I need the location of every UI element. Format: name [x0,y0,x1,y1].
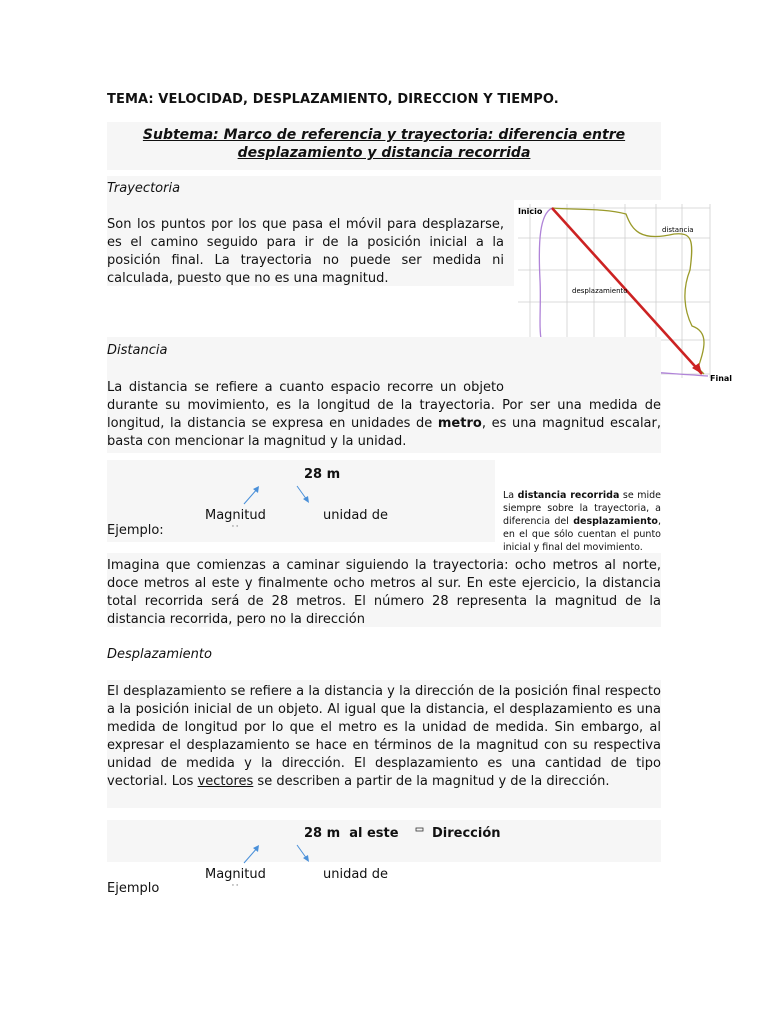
example2-label: Ejemplo [107,881,160,896]
trayectoria-heading: Trayectoria [107,181,181,196]
example1-label: Ejemplo: [107,523,164,538]
distancia-text: La distancia se refiere a cuanto espacio recorre un objeto durante su movimiento, es la longitud de la trayectoria. Por ser una medida de longitud, la distancia se expresa en unidades de metro, es una magnitud escalar, basta con mencionar la magnitud y la unidad. [107,380,661,449]
subtitle-line-1: Subtema: Marco de referencia y trayectoria: diferencia entre [142,127,626,143]
example1-cut: ' ' [232,524,239,532]
direction-bullet-icon [414,826,426,836]
distancia-heading: Distancia [107,343,168,358]
desplazamiento-text: El desplazamiento se refiere a la distancia y la dirección de la posición final respecto a la posición inicial de un objeto. Al igual que la distancia, el desplazamiento es una medida de longitud por lo que el metro es la unidad de medida. Sin embargo, al expresar el desplazamiento se hace en términos de la magnitud con su respectiva unidad de medida y la dirección. El desplazamiento es una cantidad de tipo vectorial. Los vectores se describen a partir de la magnitud y de la dirección. [107,684,661,789]
note-text: La distancia recorrida se mide siempre sobre la trayectoria, a diferencia del desplazamiento, en el que sólo cuentan el punto inicial y final del movimiento. [503,490,662,553]
example2-magnitude-label: Magnitud [205,867,266,882]
subtitle-line-2: desplazamiento y distancia recorrida [237,145,531,161]
example1-value: 28 m [304,467,341,482]
example2-value: 28 m al este [304,826,399,841]
subtitle [107,126,661,162]
example2-arrows [240,841,320,865]
example2-cut: ' ' [232,883,239,891]
example2-direction: Dirección [432,826,501,841]
example2-unit-label: unidad de [323,867,388,882]
end-label: Final [710,374,733,383]
page-title: TEMA: VELOCIDAD, DESPLAZAMIENTO, DIRECCION Y TIEMPO. [107,92,559,107]
start-label: Inicio [518,207,543,216]
vectores-link[interactable]: vectores [197,774,254,789]
displacement-label: desplazamiento [572,287,628,295]
example1-magnitude-label: Magnitud [205,508,266,523]
imagina-text: Imagina que comienzas a caminar siguiendo la trayectoria: ocho metros al norte, doce metros al este y finalmente ocho metros al sur. En este ejercicio, la distancia total recorrida será de 28 metros. El número 28 representa la magnitud de la distancia recorrida, pero no la dirección [107,558,661,627]
metro-term: metro [437,416,482,431]
desplazamiento-heading: Desplazamiento [107,647,212,662]
example1-arrows [240,482,320,506]
example1-unit-label: unidad de [323,508,388,523]
distance-label-top: distancia [662,226,694,234]
trayectoria-text: Son los puntos por los que pasa el móvil para desplazarse, es el camino seguido para ir de la posición inicial a la posición final. La trayectoria no puede ser medida ni calculada, puesto que no es una magnitud. [107,217,504,286]
